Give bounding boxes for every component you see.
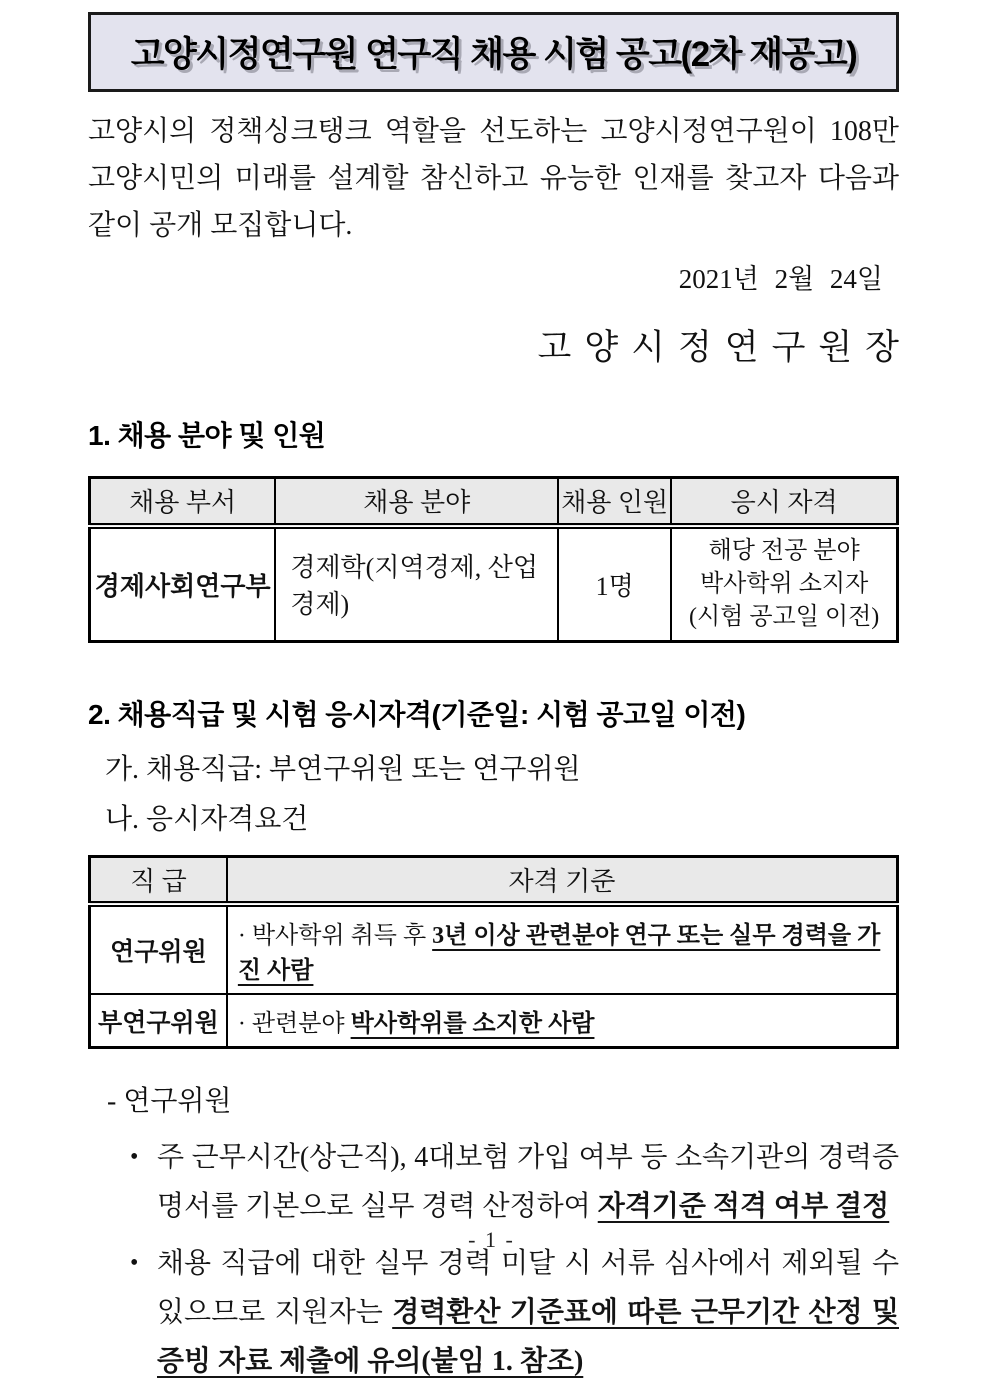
list-item: [130, 1239, 899, 1386]
criteria-text: 박사학위 취득 후: [245, 923, 433, 949]
recruitment-table-header-row: [90, 478, 898, 526]
cell-qualification: [671, 526, 897, 642]
cell-grade: 부연구위원: [90, 994, 227, 1048]
col-header-field: 채용 분야: [275, 478, 558, 526]
intro-paragraph: 고양시의 정책싱크탱크 역할을 선도하는 고양시정연구원이 108만 고양시민의 미래를 설계할 참신하고 유능한 인재를 찾고자 다음과 같이 공개 모집합니다.: [88, 116, 899, 241]
cell-count: 1명: [558, 526, 671, 642]
qual-line: 해당 전공 분야: [708, 537, 860, 564]
page-number: - 1 -: [468, 1227, 515, 1252]
section1-heading: 1. 채용 분야 및 인원: [88, 420, 326, 451]
cell-criteria: [227, 904, 898, 994]
qual-line: 박사학위 소지자: [699, 570, 869, 597]
col-header-count: 채용 인원: [558, 478, 671, 526]
bullet-text: [157, 1133, 899, 1231]
table-row: [90, 526, 898, 642]
bullet-icon: •: [130, 1250, 139, 1276]
document-title: 고양시정연구원 연구직 채용 시험 공고(2차 재공고): [130, 35, 857, 74]
subitem-ga: 가. 채용직급: 부연구위원 또는 연구위원: [105, 753, 581, 785]
col-header-qual: 응시 자격: [671, 478, 897, 526]
cell-dept: 경제사회연구부: [90, 526, 276, 642]
bullet-icon: •: [130, 1144, 139, 1170]
criteria-text: 관련분야: [245, 1011, 351, 1037]
cell-grade: 연구위원: [90, 904, 227, 994]
bullet-body: 채용 직급에 대한 실무 경력 미달 시 서류 심사에서 제외될 수 있으므로 지원자는: [157, 1248, 899, 1328]
section2-heading: 2. 채용직급 및 시험 응시자격(기준일: 시험 공고일 이전): [88, 698, 746, 730]
title-banner: [88, 12, 899, 92]
col-header-dept: 채용 부서: [90, 478, 276, 526]
col-header-grade: 직 급: [90, 856, 227, 904]
subitem-na: 나. 응시자격요건: [105, 803, 309, 835]
bullet-text: [157, 1239, 899, 1386]
grade-criteria-table: [88, 855, 899, 1050]
qual-line: (시험 공고일 이전): [688, 603, 880, 630]
cell-field: 경제학(지역경제, 산업경제): [275, 526, 558, 642]
cell-criteria: [227, 994, 898, 1048]
bullet-body: 주 근무시간(상근직), 4대보험 가입 여부 등 소속기관의 경력증명서를 기본으로 실무 경력 산정하여: [157, 1142, 899, 1222]
list-item: [130, 1133, 899, 1231]
grade-table-header-row: [90, 856, 898, 904]
middot-bullet: ·: [237, 1011, 246, 1037]
recruitment-table: [88, 476, 899, 643]
col-header-criteria: 자격 기준: [227, 856, 898, 904]
middot-bullet: ·: [237, 923, 246, 949]
notes-bullet-list: [88, 1133, 899, 1386]
signature-issuer: 고양시정연구원장: [537, 328, 912, 367]
criteria-emphasis: 박사학위를 소지한 사람: [350, 1011, 595, 1037]
table-row: [90, 904, 898, 994]
dash-note-researcher: - 연구위원: [107, 1086, 232, 1117]
bullet-emphasis: 경력환산 기준표에 따른 근무기간 산정 및 증빙 자료 제출에 유의(붙임 1. 참조): [157, 1297, 899, 1377]
announcement-date: 2021년 2월 24일: [678, 264, 883, 294]
criteria-emphasis: 3년 이상 관련분야 연구 또는 실무 경력을 가진 사람: [237, 923, 881, 984]
bullet-emphasis: 자격기준 적격 여부 결정: [597, 1191, 890, 1222]
table-row: [90, 994, 898, 1048]
